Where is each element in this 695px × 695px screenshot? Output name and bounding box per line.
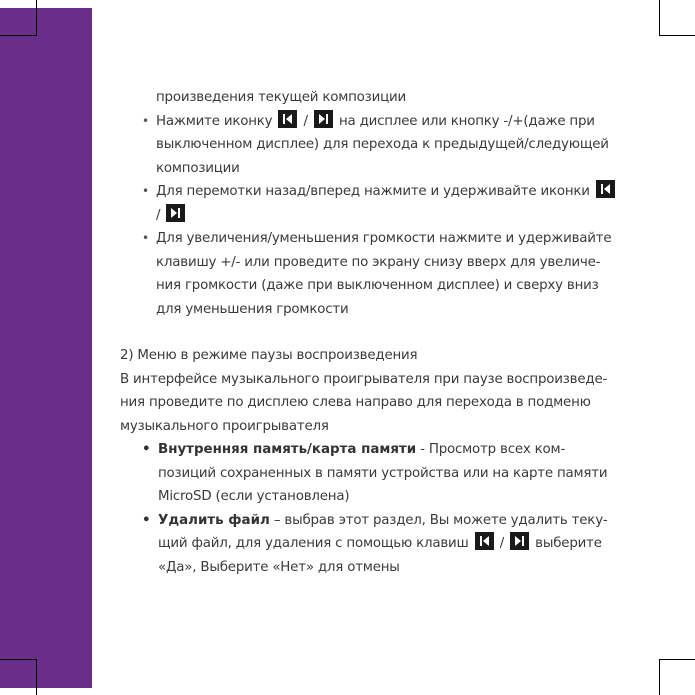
- text-line: композиции: [156, 160, 240, 176]
- skip-prev-icon: [596, 180, 615, 198]
- crop-mark: [36, 659, 37, 695]
- text-line: позиций сохраненных в памяти устройства или на карте памяти: [158, 465, 608, 481]
- text-fragment: /: [156, 207, 161, 223]
- text-line: MicroSD (если установлена): [158, 489, 350, 504]
- text-line: ния проведите по дисплею слева направо для перехода в подменю: [120, 395, 591, 410]
- text-line: [120, 532, 602, 556]
- menu-item-title: Внутренняя память/карта памяти: [158, 442, 417, 457]
- bullet-dot: •: [142, 442, 151, 457]
- skip-prev-icon: [475, 532, 494, 550]
- bullet-dot: •: [142, 113, 149, 128]
- crop-mark: [0, 659, 36, 660]
- manual-page-text: [120, 86, 612, 579]
- text-line: клавишу +/- или проведите по экрану снизу вверх для увеличе-: [156, 254, 601, 270]
- text-line: выключенном дисплее) для перехода к предыдущей/следующей: [156, 137, 609, 152]
- bullet-dot: •: [142, 512, 151, 528]
- text-fragment: - Просмотр всех ком-: [416, 442, 566, 457]
- purple-sidebar: [0, 8, 92, 688]
- text-line: ния громкости (даже при выключенном дисплее) и сверху вниз: [156, 278, 599, 293]
- text-line: В интерфейсе музыкального проигрывателя при паузе воспроизведе-: [120, 371, 608, 387]
- skip-next-icon: [510, 532, 529, 550]
- text-fragment: – выбрав этот раздел, Вы можете удалить теку-: [269, 512, 608, 528]
- menu-item: [120, 509, 608, 533]
- text-fragment: щий файл, для удаления с помощью клавиш: [158, 536, 469, 551]
- skip-prev-icon: [278, 110, 297, 128]
- text-line: музыкального проигрывателя: [120, 418, 329, 434]
- text-fragment: /: [303, 113, 308, 129]
- text-fragment: Для перемотки назад/вперед нажмите и удерживайте иконки: [156, 184, 590, 199]
- section-heading: 2) Меню в режиме паузы воспроизведения: [120, 348, 418, 363]
- bullet-dot: •: [142, 231, 149, 245]
- text-fragment: Для увеличения/уменьшения громкости нажмите и удерживайте: [156, 231, 612, 246]
- menu-item: [120, 438, 602, 462]
- text-fragment: выберите: [535, 536, 602, 551]
- crop-mark: [659, 0, 660, 36]
- bullet-item: [120, 110, 602, 134]
- text-line: произведения текущей композиции: [156, 90, 407, 105]
- skip-next-icon: [314, 110, 333, 128]
- bullet-dot: •: [142, 184, 149, 198]
- crop-mark: [659, 659, 695, 660]
- text-fragment: на дисплее или кнопку -/+(даже при: [338, 113, 595, 129]
- text-fragment: /: [499, 536, 505, 551]
- crop-mark: [0, 35, 36, 36]
- skip-next-icon: [166, 204, 185, 222]
- crop-mark: [36, 0, 37, 36]
- text-line: «Да», Выберите «Нет» для отмены: [158, 559, 400, 575]
- menu-item-title: Удалить файл: [158, 512, 270, 528]
- bullet-item: [120, 180, 602, 204]
- text-line: для уменьшения громкости: [156, 301, 349, 317]
- text-fragment: Нажмите иконку: [156, 113, 273, 129]
- crop-mark: [659, 659, 660, 695]
- crop-mark: [659, 35, 695, 36]
- bullet-item: [120, 227, 612, 251]
- text-line: [120, 204, 602, 228]
